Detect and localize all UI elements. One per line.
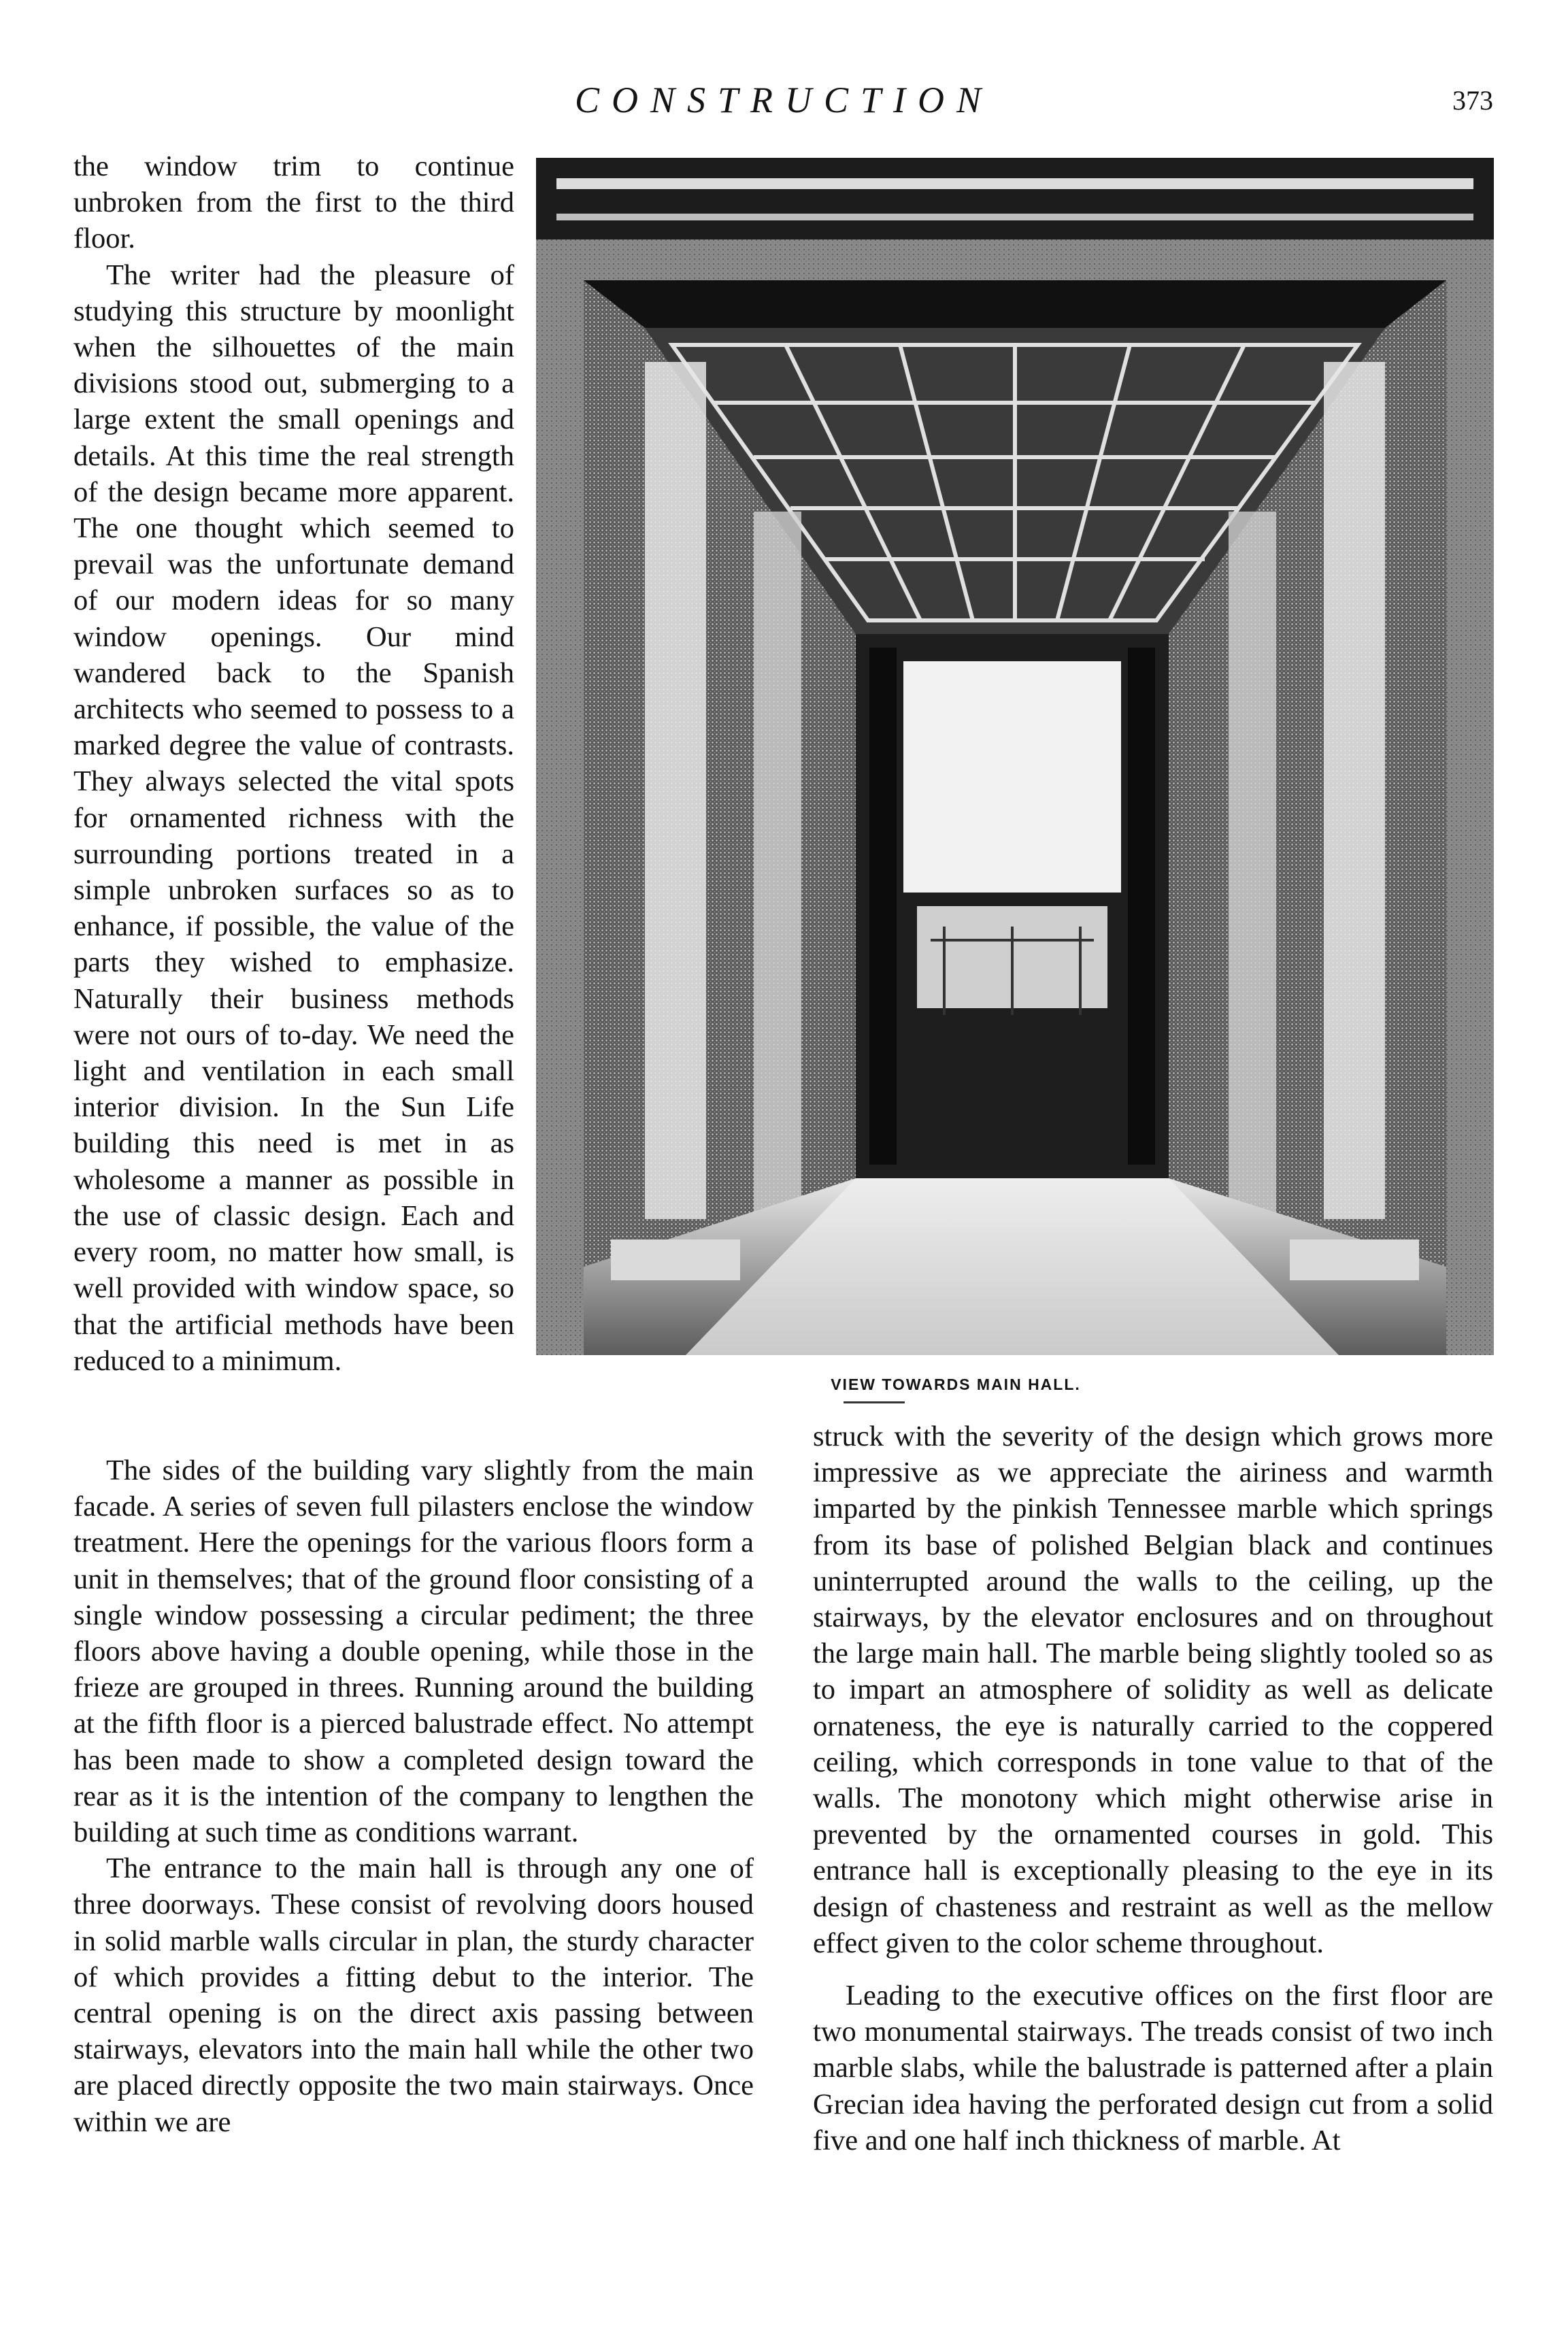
paragraph: The entrance to the main hall is through any one of three doorways. These consist of revolving doors housed in solid marble walls circular in plan, the sturdy character of which provides a fitting debut to the interior. The central opening is on the direct axis passing between stairways, elevators into the main hall while the other two are placed directly opposite the two main stairways. Once within we are (73, 1852, 754, 2138)
paragraph: The sides of the building vary slightly from the main facade. A series of seven full pilasters enclose the window treatment. Here the openings for the various floors form a unit in themselves; that of the ground floor consisting of a single window possessing a circular pediment; the three floors above having a double opening, while those in the frieze are grouped in threes. Running around the building at the fifth floor is a pierced balustrade effect. No attempt has been made to show a completed design toward the rear as it is the intention of the company to lengthen the building at such time as conditions warrant. (73, 1454, 754, 1849)
page-header (0, 75, 1568, 129)
paragraph: the window trim to continue unbroken from the first to the third floor. (73, 150, 514, 255)
figure-caption: VIEW TOWARDS MAIN HALL. (831, 1376, 1081, 1393)
running-title: CONSTRUCTION (574, 80, 994, 120)
paragraph: struck with the severity of the design which grows more impressive as we appreciate the airiness and warmth imparted by the pinkish Tennessee marble which springs from its base of polished Belgian black and continues uninterrupted around the walls to the ceiling, up the stairways, by the elevator enclosures and on throughout the large main hall. The marble being slightly tooled so as to impart an atmosphere of solidity as well as delicate ornateness, the eye is naturally carried to the coppered ceiling, which corresponds in tone value to that of the walls. The monotony which might otherwise arise in prevented by the ornamented courses in gold. This entrance hall is exceptionally pleasing to the eye in its design of chasteness and restraint as well as the mellow effect given to the color scheme throughout. (813, 1420, 1493, 1959)
paragraph: The writer had the pleasure of studying this structure by moonlight when the silhouettes of the main divisions stood out, submerging to a large extent the small openings and details. At this time the real strength of the design became more apparent. The one thought which seemed to prevail was the unfortunate demand of our modern ideas for so many window openings. Our mind wandered back to the Spanish architects who seemed to possess to a marked degree the value of contrasts. They always selected the vital spots for ornamented richness with the surrounding portions treated in a simple unbroken surfaces so as to enhance, if possible, the value of the parts they wished to emphasize. Naturally their business methods were not ours of to-day. We need the light and ventilation in each small interior division. In the Sun Life building this need is met in as wholesome a manner as possible in the use of classic design. Each and every room, no matter how small, is well provided with window space, so that the artificial methods have been reduced to a minimum. (73, 259, 514, 1377)
text-column-left-lower (73, 1452, 754, 2140)
page-number: 373 (1452, 85, 1493, 116)
caption-rule (844, 1401, 905, 1403)
text-column-right (813, 1418, 1493, 2159)
photo-main-hall-illustration (536, 158, 1494, 1355)
paragraph: Leading to the executive offices on the first floor are two monumental stairways. The treads consist of two inch marble slabs, while the balustrade is patterned after a plain Grecian idea having the perforated design cut from a solid five and one half inch thickness of marble. At (813, 1980, 1493, 2156)
text-column-left-upper (73, 148, 514, 1379)
photo-main-hall (536, 158, 1494, 1355)
